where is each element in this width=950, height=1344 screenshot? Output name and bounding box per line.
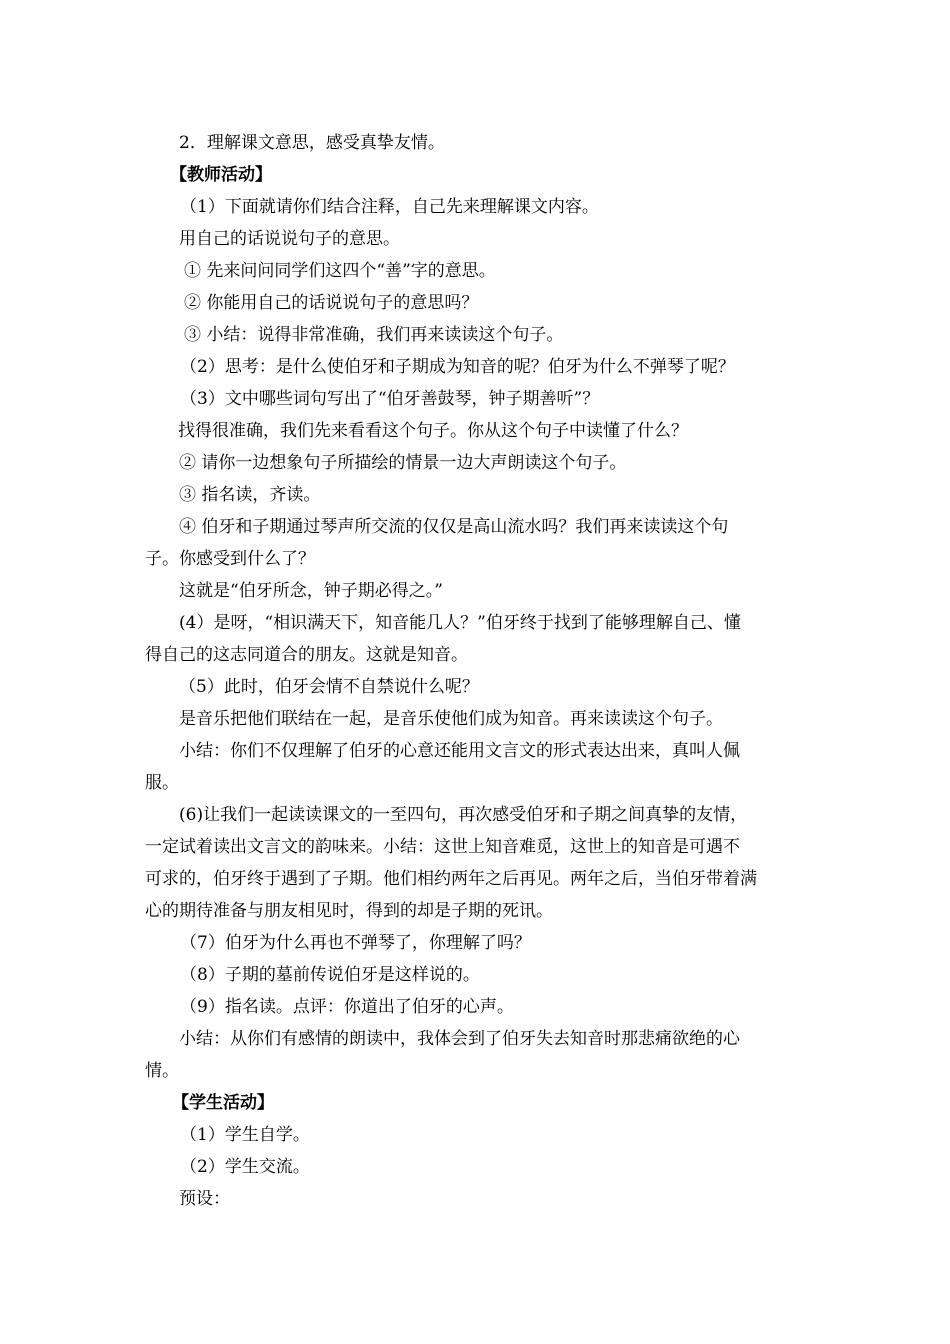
text-line: ② 你能用自己的话说说句子的意思吗？ <box>184 293 479 313</box>
text-line: 是音乐把他们联结在一起，是音乐使他们成为知音。再来读读这个句子。 <box>179 709 723 729</box>
text-line: ② 请你一边想象句子所描绘的情景一边大声朗读这个句子。 <box>179 453 627 473</box>
text-line: （7）伯牙为什么再也不弹琴了，你理解了吗？ <box>180 933 531 953</box>
section-heading: 【学生活动】 <box>172 1093 274 1113</box>
text-line: 子。你感受到什么了？ <box>145 549 315 569</box>
text-line: 心的期待准备与朋友相见时，得到的却是子期的死讯。 <box>145 901 553 921</box>
text-line: 小结：你们不仅理解了伯牙的心意还能用文言文的形式表达出来，真叫人佩 <box>179 741 740 761</box>
text-line: ④ 伯牙和子期通过琴声所交流的仅仅是高山流水吗？我们再来读读这个句 <box>179 517 729 537</box>
text-line: 一定试着读出文言文的韵味来。小结：这世上知音难觅，这世上的知音是可遇不 <box>145 837 740 857</box>
text-line: （1）学生自学。 <box>180 1125 310 1145</box>
text-line: ③ 小结：说得非常准确，我们再来读读这个句子。 <box>184 325 564 345</box>
text-line: （5）此时，伯牙会情不自禁说什么呢？ <box>179 677 479 697</box>
text-line: (4）是呀，“相识满天下，知音能几人？”伯牙终于找到了能够理解自己、懂 <box>179 613 741 633</box>
text-line: 用自己的话说说句子的意思。 <box>179 229 400 249</box>
text-line: 得自己的这志同道合的朋友。这就是知音。 <box>145 645 468 665</box>
text-line: 这就是“伯牙所念，钟子期必得之。” <box>179 581 443 601</box>
section-heading: 【教师活动】 <box>170 165 272 185</box>
text-line: ③ 指名读，齐读。 <box>179 485 321 505</box>
text-line: 可求的，伯牙终于遇到了子期。他们相约两年之后再见。两年之后，当伯牙带着满 <box>145 869 757 889</box>
text-line: (6)让我们一起读读课文的一至四句，再次感受伯牙和子期之间真挚的友情， <box>179 805 748 825</box>
text-line: （2）学生交流。 <box>180 1157 310 1177</box>
text-line: 找得很准确，我们先来看看这个句子。你从这个句子中读懂了什么？ <box>178 421 688 441</box>
text-line: （8）子期的墓前传说伯牙是这样说的。 <box>180 965 480 985</box>
text-line: 小结：从你们有感情的朗读中，我体会到了伯牙失去知音时那悲痛欲绝的心 <box>179 1029 740 1049</box>
text-line: （3）文中哪些词句写出了“伯牙善鼓琴，钟子期善听”？ <box>180 389 600 409</box>
text-line: 情。 <box>145 1061 179 1081</box>
text-line: ① 先来问问同学们这四个“善”字的意思。 <box>184 261 496 281</box>
text-line: （1）下面就请你们结合注释，自己先来理解课文内容。 <box>180 197 599 217</box>
text-line: 服。 <box>145 773 179 793</box>
text-line: 预设： <box>179 1189 230 1209</box>
text-line: （2）思考：是什么使伯牙和子期成为知音的呢？伯牙为什么不弹琴了呢？ <box>180 357 735 377</box>
text-line: （9）指名读。点评：你道出了伯牙的心声。 <box>180 997 514 1017</box>
text-line: 2．理解课文意思，感受真挚友情。 <box>179 133 445 153</box>
